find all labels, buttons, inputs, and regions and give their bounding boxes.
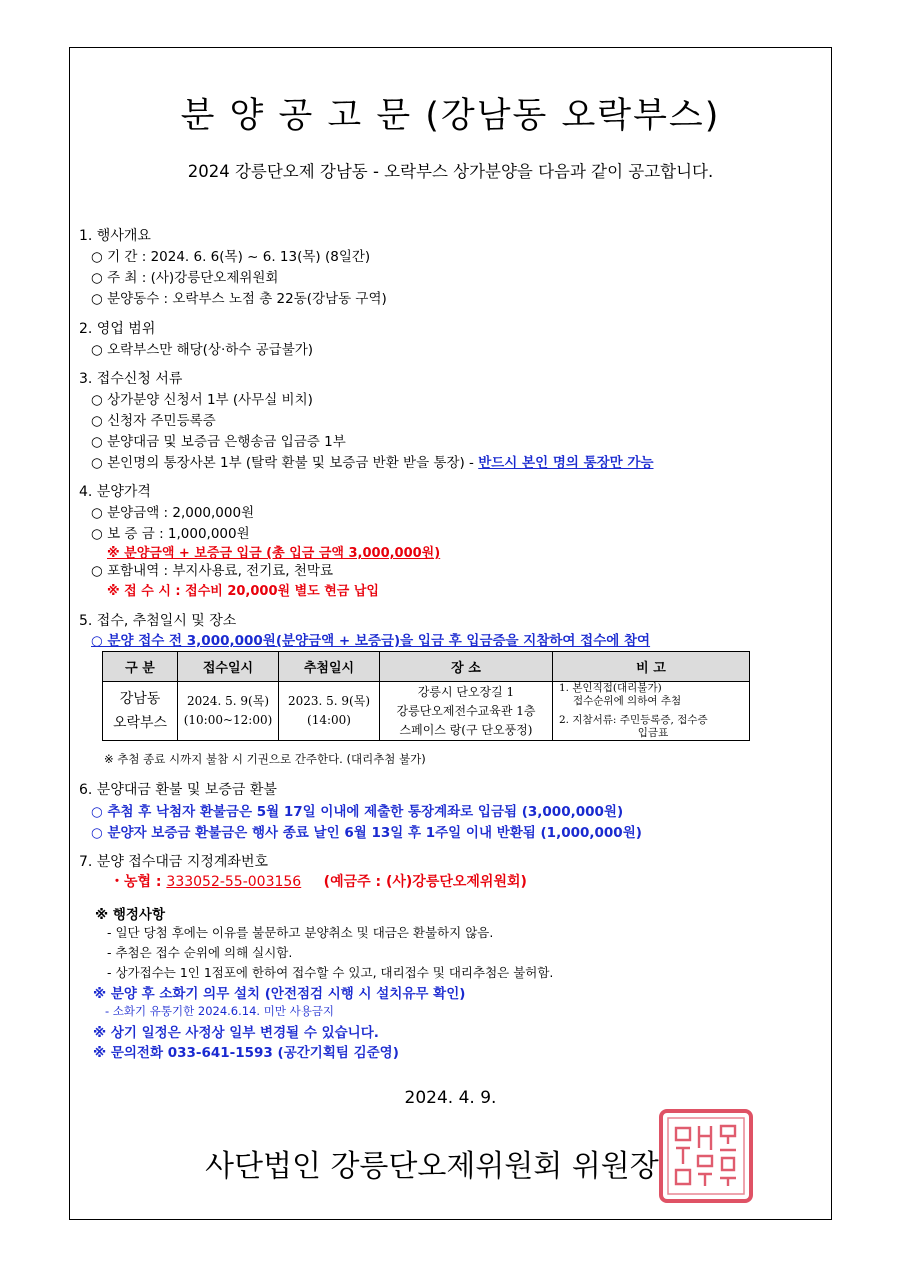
account-number: 333052-55-003156 bbox=[166, 874, 302, 890]
own-account-emphasis: 반드시 본인 명의 통장만 가능 bbox=[478, 455, 654, 471]
official-seal-icon bbox=[658, 1108, 754, 1204]
draw-footnote: ※ 추첨 종료 시까지 불참 시 기권으로 간주한다. (대리추첨 불가) bbox=[104, 752, 426, 766]
header-category: 구 분 bbox=[103, 652, 178, 682]
draw-date: 2023. 5. 9(목) bbox=[287, 694, 371, 708]
category-line: 오락부스 bbox=[112, 715, 168, 731]
section-3-item: ○ 신청자 주민등록증 bbox=[91, 413, 216, 429]
cell-receipt bbox=[178, 682, 279, 741]
receipt-date: 2024. 5. 9(목) bbox=[186, 694, 270, 708]
cell-draw bbox=[279, 682, 380, 741]
section-6-heading: 6. 분양대금 환불 및 보증금 환불 bbox=[79, 782, 277, 798]
notice-frame bbox=[69, 47, 832, 1220]
header-draw: 추첨일시 bbox=[279, 652, 380, 682]
cell-category bbox=[103, 682, 178, 741]
admin-item: - 추첨은 접수 순위에 의해 실시함. bbox=[107, 945, 293, 960]
cell-remarks bbox=[553, 682, 750, 741]
header-remarks: 비 고 bbox=[553, 652, 750, 682]
remark-line: 1. 본인직접(대리불가) bbox=[559, 682, 662, 694]
fire-extinguisher-sub: - 소화기 유통기한 2024.6.14. 미만 사용금지 bbox=[105, 1004, 335, 1018]
fire-extinguisher-note: ※ 분양 후 소화기 의무 설치 (안전점검 시행 시 설치유무 확인) bbox=[93, 986, 466, 1002]
cell-place bbox=[380, 682, 553, 741]
pre-deposit-text: ○ 분양 접수 전 3,000,000원(분양금액 + 보증금)을 입금 후 입금증을 지참하여 접수에 참여 bbox=[91, 633, 651, 649]
category-line: 강남동 bbox=[119, 691, 161, 707]
receipt-time: (10:00~12:00) bbox=[183, 713, 273, 727]
notice-date: 2024. 4. 9. bbox=[404, 1088, 497, 1108]
place-line: 강릉시 단오장길 1 bbox=[417, 684, 515, 699]
section-1-item: ○ 주 최 : (사)강릉단오제위원회 bbox=[91, 270, 279, 286]
section-2-item: ○ 오락부스만 해당(상·하수 공급불가) bbox=[91, 342, 314, 358]
section-3-item-text: ○ 본인명의 통장사본 1부 (탈락 환불 및 보증금 반환 받을 통장) - bbox=[91, 455, 479, 471]
section-1-heading: 1. 행사개요 bbox=[79, 228, 151, 244]
section-3-item: ○ 상가분양 신청서 1부 (사무실 비치) bbox=[91, 392, 313, 408]
table-header-row bbox=[103, 652, 750, 682]
section-1-item: ○ 분양동수 : 오락부스 노점 총 22동(강남동 구역) bbox=[91, 291, 387, 307]
signer: 사단법인 강릉단오제위원회 위원장 bbox=[205, 1149, 659, 1184]
bank-label: ・농협 : bbox=[110, 874, 167, 890]
table-row bbox=[103, 682, 750, 741]
section-3-item: ○ 분양대금 및 보증금 은행송금 입금증 1부 bbox=[91, 434, 346, 450]
contact-note: ※ 문의전화 033-641-1593 (공간기획팀 김준영) bbox=[93, 1045, 399, 1061]
remark-line: 접수순위에 의하여 추첨 bbox=[573, 695, 682, 707]
page-title: 분 양 공 고 문 (강남동 오락부스) bbox=[180, 96, 721, 136]
admin-item: - 일단 당첨 후에는 이유를 불문하고 분양취소 및 대금은 환불하지 않음. bbox=[107, 925, 494, 940]
draw-time: (14:00) bbox=[307, 713, 351, 727]
refund-item: ○ 분양자 보증금 환불금은 행사 종료 날인 6월 13일 후 1주일 이내 반환됨 (1,000,000원) bbox=[91, 825, 642, 841]
section-4-heading: 4. 분양가격 bbox=[79, 484, 151, 500]
section-5-heading: 5. 접수, 추첨일시 및 장소 bbox=[79, 613, 237, 629]
remark-line: 입금표 bbox=[637, 727, 669, 739]
header-place: 장 소 bbox=[380, 652, 553, 682]
schedule-change-note: ※ 상기 일정은 사정상 일부 변경될 수 있습니다. bbox=[93, 1025, 379, 1041]
total-payment-note: ※ 분양금액 + 보증금 입금 (총 입금 금액 3,000,000원) bbox=[107, 546, 441, 561]
section-2-heading: 2. 영업 범위 bbox=[79, 321, 156, 337]
admin-item: - 상가접수는 1인 1점포에 한하여 접수할 수 있고, 대리접수 및 대리추첨은 불허함. bbox=[107, 965, 554, 980]
section-3-heading: 3. 접수신청 서류 bbox=[79, 371, 183, 387]
account-holder: (예금주 : (사)강릉단오제위원회) bbox=[323, 874, 527, 890]
fee-note: ※ 접 수 시 : 접수비 20,000원 별도 현금 납입 bbox=[107, 584, 379, 599]
admin-heading: ※ 행정사항 bbox=[95, 907, 165, 923]
included-item: ○ 포함내역 : 부지사용료, 전기료, 천막료 bbox=[91, 563, 333, 579]
price-item: ○ 분양금액 : 2,000,000원 bbox=[91, 505, 255, 521]
pre-deposit-note bbox=[91, 629, 650, 649]
remark-line: 2. 지참서류: 주민등록증, 접수증 bbox=[559, 714, 708, 726]
refund-item: ○ 추첨 후 낙첨자 환불금은 5월 17일 이내에 제출한 통장계좌로 입금됨 (3,000,000원) bbox=[91, 804, 624, 820]
deposit-item: ○ 보 증 금 : 1,000,000원 bbox=[91, 526, 250, 542]
page-subtitle: 2024 강릉단오제 강남동 - 오락부스 상가분양을 다음과 같이 공고합니다. bbox=[187, 162, 714, 181]
section-3-item bbox=[91, 451, 654, 471]
section-7-heading: 7. 분양 접수대금 지정계좌번호 bbox=[79, 854, 268, 870]
place-line: 스페이스 랑(구 단오풍정) bbox=[399, 722, 533, 737]
place-line: 강릉단오제전수교육관 1층 bbox=[396, 703, 536, 718]
header-receipt: 접수일시 bbox=[178, 652, 279, 682]
bank-account-line bbox=[110, 871, 527, 891]
schedule-table bbox=[102, 651, 750, 741]
section-1-item: ○ 기 간 : 2024. 6. 6(목) ~ 6. 13(목) (8일간) bbox=[91, 249, 371, 265]
